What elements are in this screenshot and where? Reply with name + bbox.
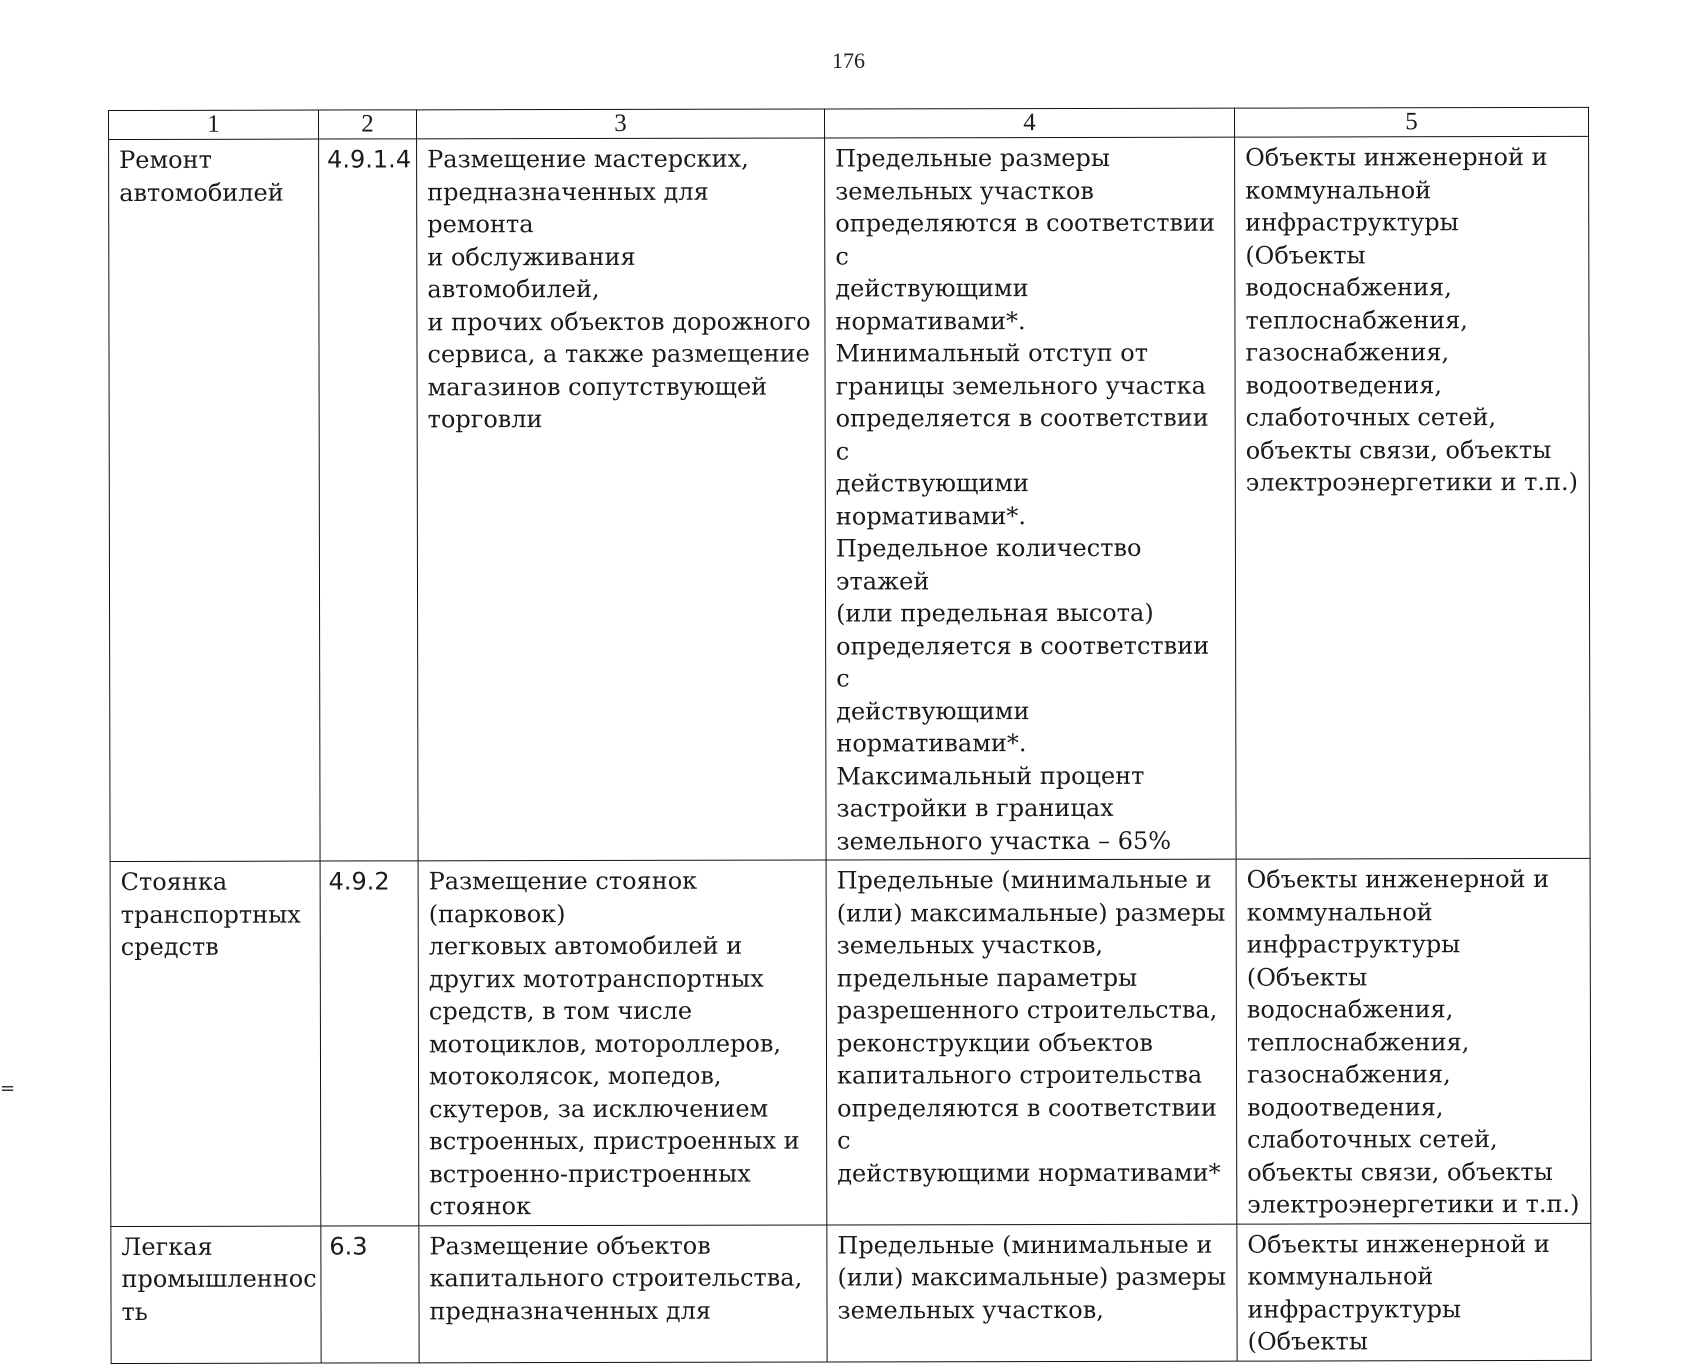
use-description: Размещение мастерских, предназначенных для ремонта и обслуживания автомобилей, и прочих объектов дорожного сервиса, а также размещение магазинов сопутствующей торговли bbox=[427, 144, 811, 434]
description-cell bbox=[417, 138, 827, 861]
margin-mark: = bbox=[0, 1078, 16, 1099]
page-number: 176 bbox=[832, 48, 865, 73]
use-infrastructure: Объекты инженерной и коммунальной инфраструктуры (Объекты водоснабжения, теплоснабжения, газоснабжения, водоотведения, слаботочных сетей, объекты связи, объекты электроэнергетики и т.п.) bbox=[1246, 864, 1580, 1219]
table-header-row bbox=[109, 107, 1589, 139]
use-name: Стоянка транспортных средств bbox=[120, 867, 301, 961]
header-col-3: 3 bbox=[417, 109, 825, 139]
description-cell bbox=[418, 860, 827, 1225]
table-row bbox=[110, 858, 1591, 1226]
use-description: Размещение объектов капитального строительства, предназначенных для bbox=[429, 1231, 803, 1325]
use-infrastructure: Объекты инженерной и коммунальной инфраструктуры (Объекты bbox=[1247, 1229, 1550, 1356]
use-parameters: Предельные (минимальные и (или) максимальные) размеры земельных участков, bbox=[837, 1230, 1227, 1324]
use-name-cell bbox=[110, 861, 321, 1226]
header-col-2: 2 bbox=[319, 110, 417, 139]
table-row bbox=[109, 136, 1591, 861]
code-cell bbox=[319, 139, 419, 861]
header-col-4: 4 bbox=[824, 108, 1234, 138]
use-name-cell bbox=[109, 139, 321, 861]
use-name: Ремонт автомобилей bbox=[119, 145, 284, 207]
use-description: Размещение стоянок (парковок) легковых автомобилей и других мототранспортных средств, в том числе мотоциклов, мотороллеров, мотоколясок, мопедов, скутеров, за исключением встроенных, пристроенных и встроенно-пристроенных стоянок bbox=[428, 866, 800, 1221]
code-cell bbox=[320, 861, 419, 1226]
use-code: 4.9.2 bbox=[328, 867, 390, 896]
header-col-5: 5 bbox=[1234, 107, 1588, 137]
use-name-cell bbox=[111, 1226, 321, 1363]
description-cell bbox=[419, 1224, 827, 1362]
use-code: 6.3 bbox=[329, 1231, 368, 1261]
table-row bbox=[111, 1223, 1591, 1363]
use-infrastructure: Объекты инженерной и коммунальной инфраструктуры (Объекты водоснабжения, теплоснабжения, газоснабжения, водоотведения, слаботочных сетей, объекты связи, объекты электроэнергетики и т.п.) bbox=[1245, 142, 1578, 497]
parameters-cell bbox=[825, 137, 1237, 860]
use-parameters: Предельные размеры земельных участков определяются в соответствии с действующими нормативами*. Минимальный отступ от границы земельного участка определяется в соответствии с действующими нормативами*. Предельное количество этажей (или предельная высота) определяется в соответствии с действующими нормативами*. Максимальный процент застройки в границах земельного участка – 65% bbox=[835, 143, 1216, 855]
code-cell bbox=[321, 1225, 419, 1362]
use-name: Легкая промышленнос ть bbox=[121, 1232, 317, 1326]
use-code: 4.9.1.4 bbox=[327, 145, 412, 174]
zoning-table bbox=[108, 107, 1592, 1364]
parameters-cell bbox=[826, 859, 1237, 1224]
infrastructure-cell bbox=[1235, 136, 1591, 859]
header-col-1: 1 bbox=[109, 110, 319, 139]
parameters-cell bbox=[827, 1224, 1237, 1362]
infrastructure-cell bbox=[1236, 858, 1591, 1223]
use-parameters: Предельные (минимальные и (или) максимальные) размеры земельных участков, предельные параметры разрешенного строительства, реконструкции объектов капитального строительства определяются в соответствии с действующими нормативами* bbox=[836, 865, 1226, 1187]
infrastructure-cell bbox=[1237, 1223, 1591, 1361]
